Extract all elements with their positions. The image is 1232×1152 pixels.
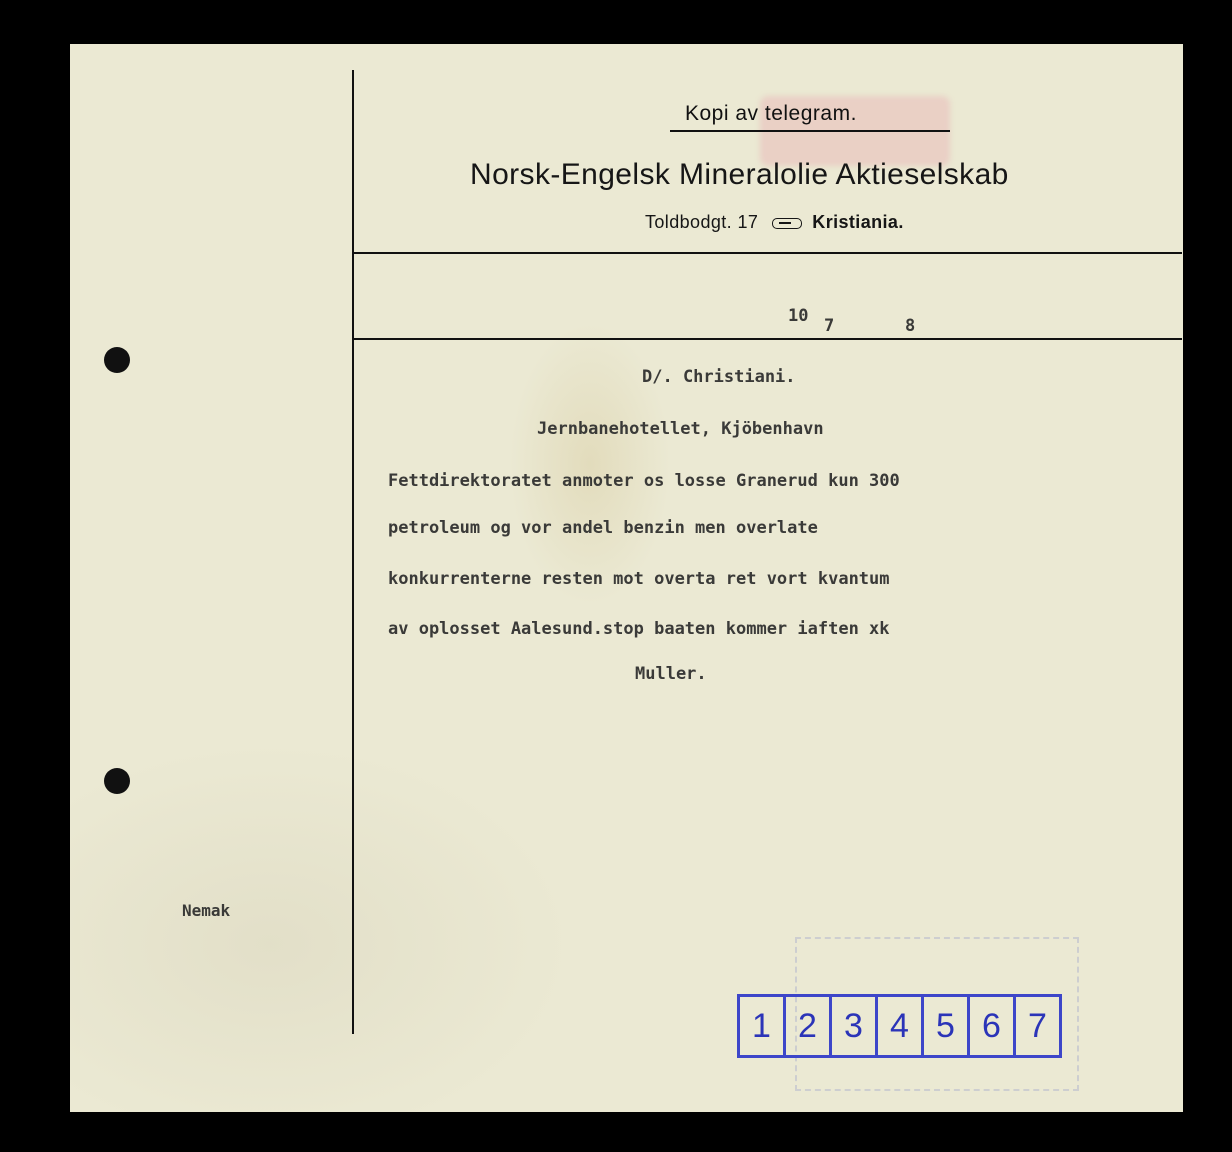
header-divider-line [352, 252, 1182, 254]
stamp-cell: 5 [924, 997, 970, 1055]
title-underline [670, 130, 950, 132]
stamp-cell: 3 [832, 997, 878, 1055]
recipient-name: D/. Christiani. [642, 367, 796, 387]
date-divider-line [352, 338, 1182, 340]
company-address [645, 212, 904, 233]
address-street: Toldbodgt. 17 [645, 212, 759, 232]
number-stamp [737, 994, 1062, 1058]
date-month: 7 [824, 316, 835, 336]
company-name: Norsk-Engelsk Mineralolie Aktieselskab [470, 158, 1009, 191]
stamp-cell: 2 [786, 997, 832, 1055]
margin-divider-line [352, 70, 354, 1034]
stamp-cell: 7 [1028, 1006, 1047, 1045]
signature: Muller. [635, 664, 707, 684]
telegram-copy-paper [70, 44, 1183, 1112]
stamp-cell: 1 [740, 997, 786, 1055]
message-line: petroleum og vor andel benzin men overlate [388, 518, 818, 538]
document-title: Kopi av telegram. [685, 102, 857, 125]
margin-note: Nemak [182, 901, 231, 920]
recipient-address: Jernbanehotellet, Kjöbenhavn [537, 419, 824, 439]
date-year: 8 [905, 316, 916, 336]
punch-hole [104, 347, 130, 373]
date-day: 10 [788, 306, 809, 326]
punch-hole [104, 768, 130, 794]
message-line: konkurrenterne resten mot overta ret vort kvantum [388, 569, 890, 589]
message-line: av oplosset Aalesund.stop baaten kommer iaften xk [388, 619, 890, 639]
stamp-cell: 4 [878, 997, 924, 1055]
address-city: Kristiania. [812, 212, 904, 232]
message-line: Fettdirektoratet anmoter os losse Granerud kun 300 [388, 471, 900, 491]
separator-icon [772, 218, 802, 229]
stamp-cell: 6 [970, 997, 1016, 1055]
